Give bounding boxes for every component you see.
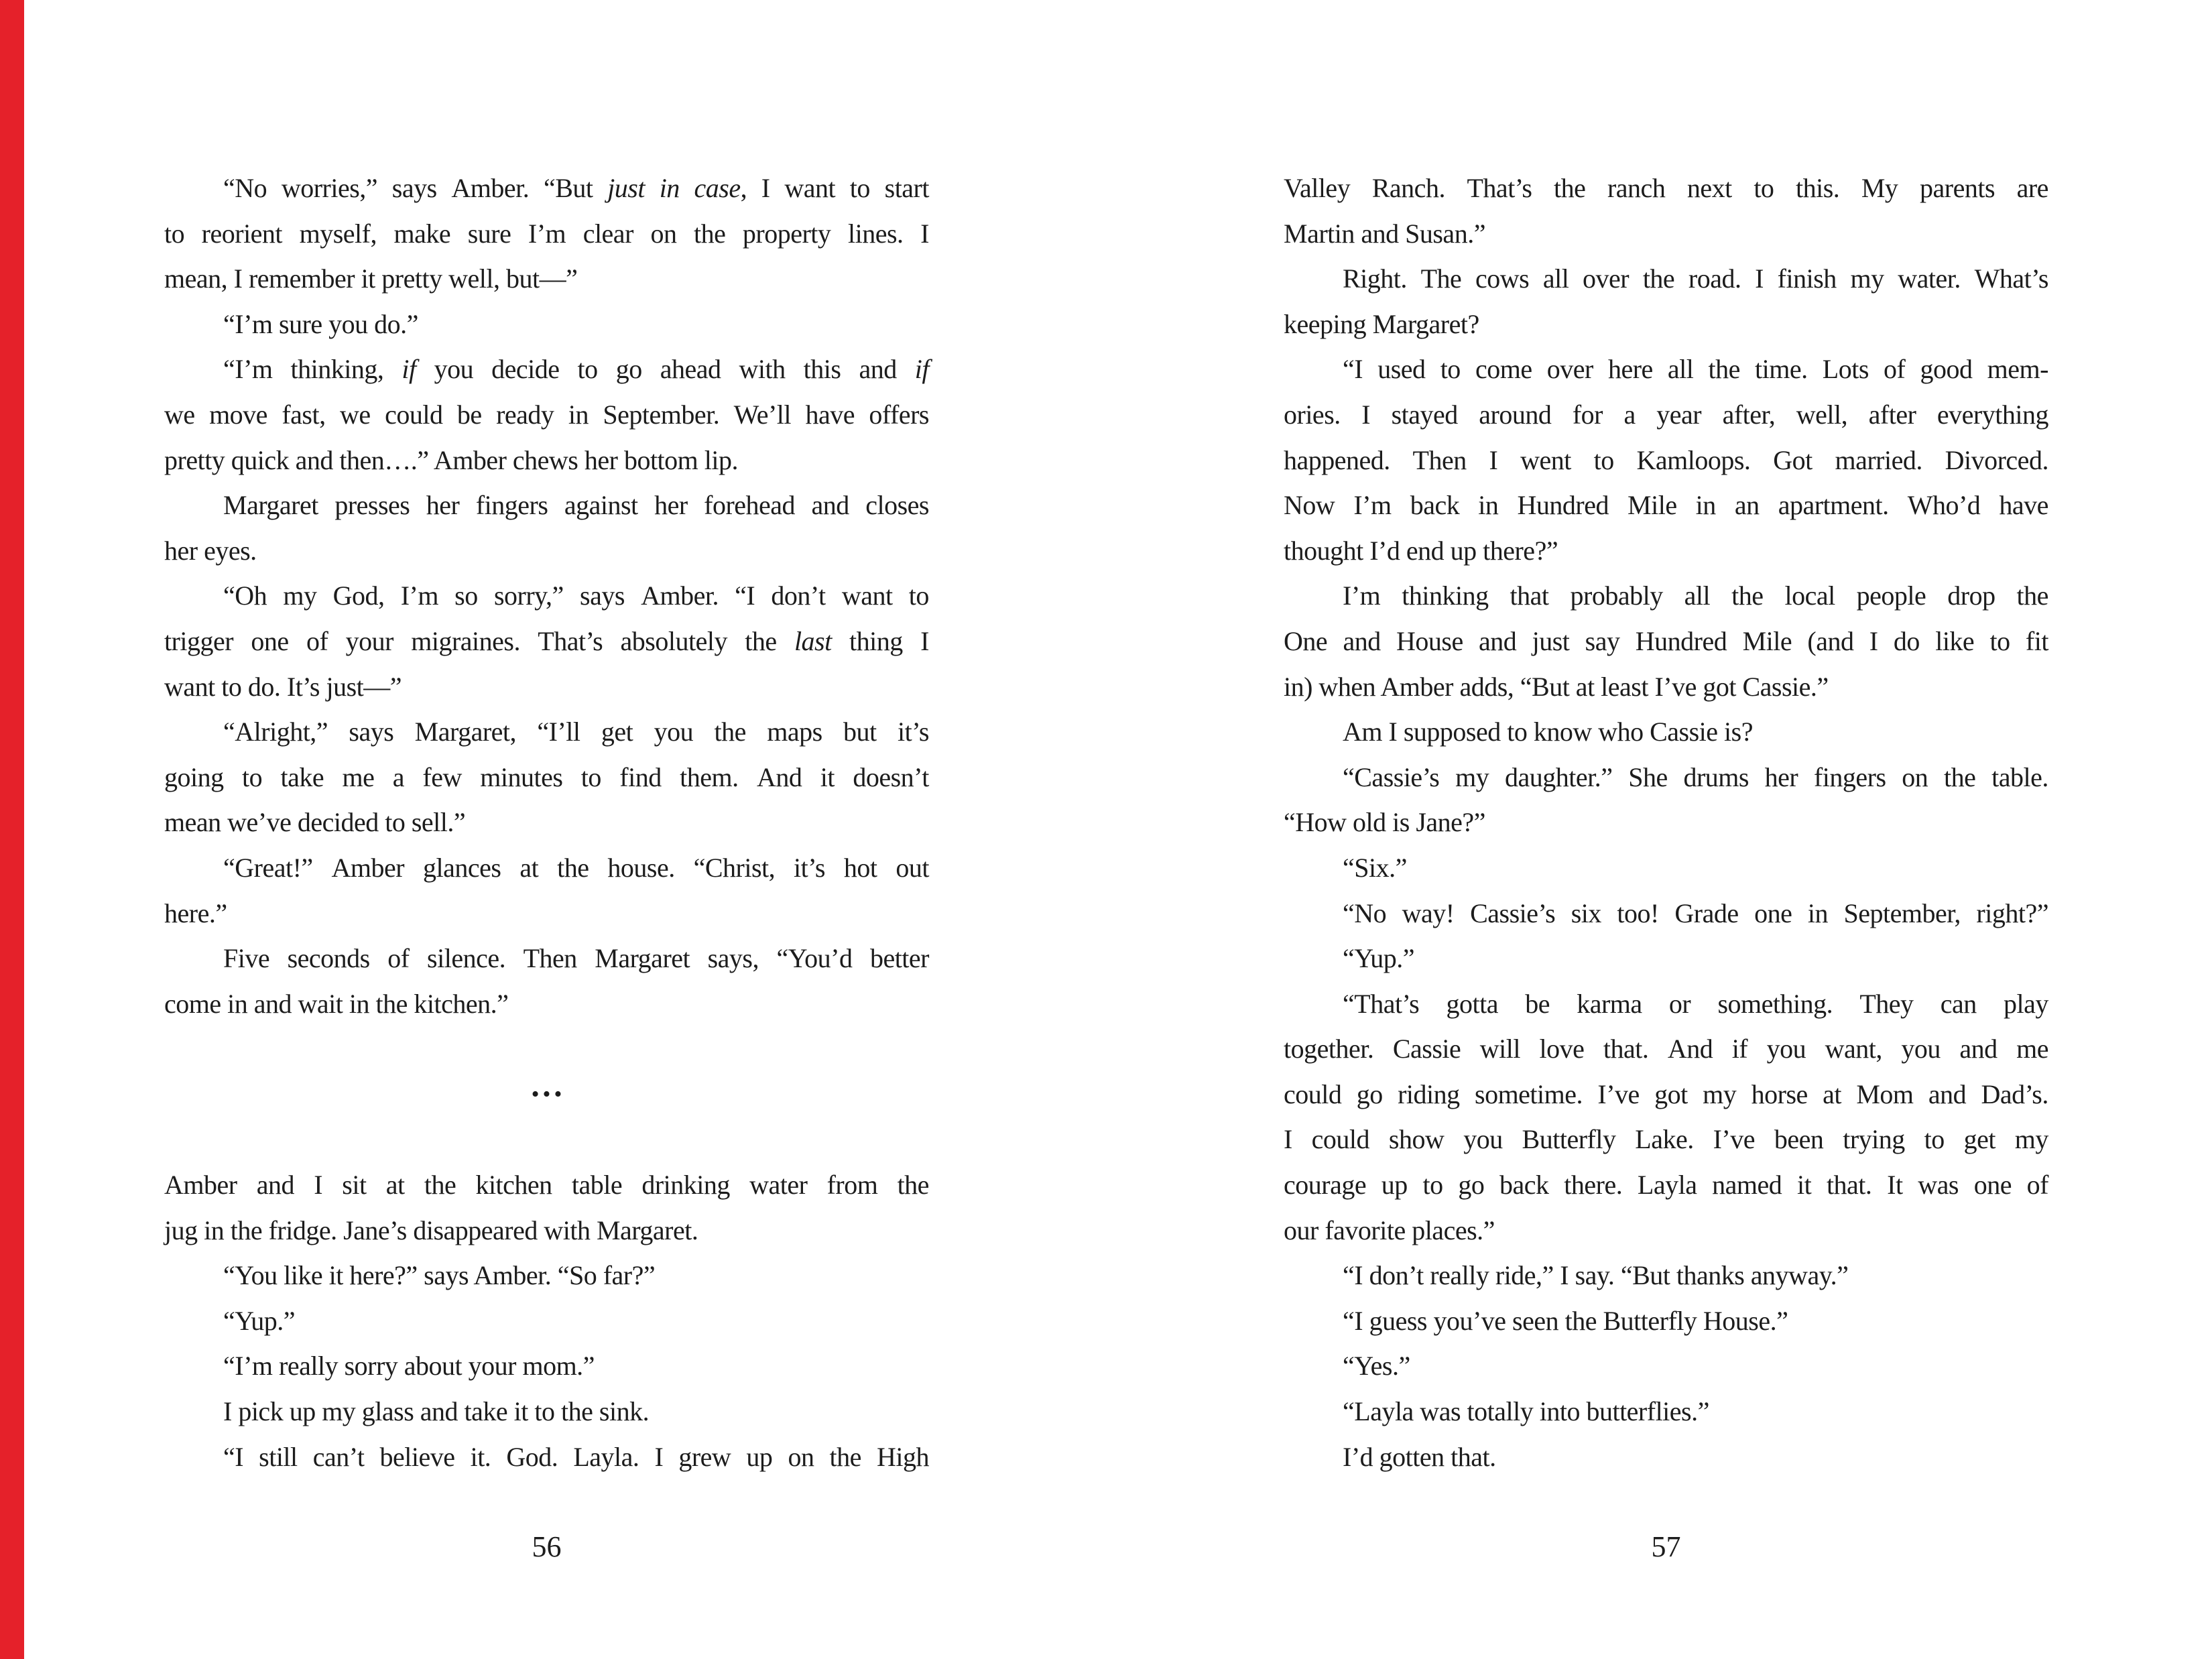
text-line: keeping Margaret? xyxy=(1284,308,1479,339)
text-line: here.” xyxy=(164,898,227,928)
text-line: “Cassie’s my daughter.” She drums her fingers on the table. xyxy=(1343,761,2048,792)
text-line: want to do. It’s just—” xyxy=(164,671,402,702)
text-line: “You like it here?” says Amber. “So far?” xyxy=(223,1260,656,1291)
paragraph xyxy=(164,1162,929,1253)
text-line: “I’m sure you do.” xyxy=(223,308,418,339)
paragraph xyxy=(1284,845,2048,891)
text-line: “No way! Cassie’s six too! Grade one in September, right?” xyxy=(1343,898,2048,928)
text-line: ories. I stayed around for a year after, well, after everything xyxy=(1284,399,2048,430)
text-line: Am I supposed to know who Cassie is? xyxy=(1343,717,1753,747)
paragraph xyxy=(164,936,929,1026)
text-line: thought I’d end up there?” xyxy=(1284,535,1558,566)
text-column-right xyxy=(1284,166,2048,1563)
text-line: in) when Amber adds, “But at least I’ve got Cassie.” xyxy=(1284,671,1829,702)
text-line: we move fast, we could be ready in September. We’ll have offers xyxy=(164,399,929,430)
paragraph xyxy=(1284,1434,2048,1480)
text-line: Margaret presses her fingers against her forehead and closes xyxy=(223,490,929,521)
text-line: mean we’ve decided to sell.” xyxy=(164,807,466,838)
paragraph xyxy=(164,1434,929,1480)
text-line: Martin and Susan.” xyxy=(1284,218,1485,249)
page-number-right: 57 xyxy=(1651,1530,1681,1563)
paragraph xyxy=(1284,1389,2048,1434)
paragraph xyxy=(164,573,929,709)
text-line: “How old is Jane?” xyxy=(1284,807,1485,838)
paragraph xyxy=(164,302,929,347)
text-line: “I’m really sorry about your mom.” xyxy=(223,1351,595,1381)
text-line: could go riding sometime. I’ve got my horse at Mom and Dad’s. xyxy=(1284,1079,2048,1109)
text-line: Right. The cows all over the road. I finish my water. What’s xyxy=(1343,263,2048,294)
text-line: “I don’t really ride,” I say. “But thanks anyway.” xyxy=(1343,1260,1849,1291)
paragraph xyxy=(164,166,929,302)
text-line: come in and wait in the kitchen.” xyxy=(164,988,509,1019)
section-separator-dots: ••• xyxy=(531,1081,566,1107)
paragraph xyxy=(1284,166,2048,256)
paragraph xyxy=(1284,256,2048,347)
text-line: Five seconds of silence. Then Margaret says, “You’d better xyxy=(223,943,929,974)
paragraph xyxy=(1284,891,2048,936)
paragraph xyxy=(1284,755,2048,845)
paragraph xyxy=(164,1343,929,1389)
text-line: going to take me a few minutes to find them. And it doesn’t xyxy=(164,761,929,792)
text-line: trigger one of your migraines. That’s absolutely the last thing I xyxy=(164,625,929,656)
paragraph xyxy=(1284,1253,2048,1298)
text-line: “Yup.” xyxy=(1343,943,1414,974)
text-line: Valley Ranch. That’s the ranch next to this. My parents are xyxy=(1284,173,2048,203)
text-line: “Yes.” xyxy=(1343,1351,1410,1381)
text-line: jug in the fridge. Jane’s disappeared with Margaret. xyxy=(164,1215,698,1245)
text-line: “I used to come over here all the time. Lots of good mem- xyxy=(1343,354,2048,385)
paragraph xyxy=(164,1389,929,1434)
text-line: mean, I remember it pretty well, but—” xyxy=(164,263,578,294)
text-line: to reorient myself, make sure I’m clear on the property lines. I xyxy=(164,218,929,249)
text-line: “I guess you’ve seen the Butterfly House.” xyxy=(1343,1305,1788,1336)
text-line: “Alright,” says Margaret, “I’ll get you the maps but it’s xyxy=(223,717,929,747)
text-line: “That’s gotta be karma or something. They can play xyxy=(1343,988,2048,1019)
text-line: One and House and just say Hundred Mile (and I do like to fit xyxy=(1284,625,2048,656)
text-line: I pick up my glass and take it to the sink. xyxy=(223,1396,650,1427)
paragraph xyxy=(164,1298,929,1344)
text-line: happened. Then I went to Kamloops. Got married. Divorced. xyxy=(1284,444,2048,475)
text-line: “Six.” xyxy=(1343,852,1407,883)
paragraph xyxy=(1284,709,2048,755)
page-number-left: 56 xyxy=(532,1530,562,1563)
text-line: her eyes. xyxy=(164,535,257,566)
text-line: Now I’m back in Hundred Mile in an apartment. Who’d have xyxy=(1284,490,2048,521)
text-line: Amber and I sit at the kitchen table drinking water from the xyxy=(164,1170,929,1201)
text-line: “No worries,” says Amber. “But just in case, I want to start xyxy=(223,173,929,203)
text-line: “Layla was totally into butterflies.” xyxy=(1343,1396,1709,1427)
paragraph xyxy=(164,347,929,483)
paragraph xyxy=(164,709,929,845)
page-right xyxy=(1106,0,2212,1659)
text-line: together. Cassie will love that. And if you want, you and me xyxy=(1284,1034,2048,1064)
paragraph xyxy=(1284,347,2048,573)
paragraph xyxy=(1284,1298,2048,1344)
paragraph xyxy=(1284,573,2048,709)
text-line: “Yup.” xyxy=(223,1305,295,1336)
text-line: “Great!” Amber glances at the house. “Christ, it’s hot out xyxy=(223,852,929,883)
text-column-left xyxy=(164,166,929,1563)
paragraph xyxy=(1284,981,2048,1253)
paragraph xyxy=(164,1253,929,1298)
text-line: our favorite places.” xyxy=(1284,1215,1495,1245)
text-line: pretty quick and then….” Amber chews her bottom lip. xyxy=(164,444,739,475)
text-line: I could show you Butterfly Lake. I’ve been trying to get my xyxy=(1284,1124,2048,1155)
paragraph xyxy=(164,845,929,936)
text-line: “I still can’t believe it. God. Layla. I grew up on the High xyxy=(223,1441,929,1472)
paragraph xyxy=(1284,936,2048,981)
paragraph xyxy=(1284,1343,2048,1389)
paragraph xyxy=(164,483,929,573)
text-line: courage up to go back there. Layla named it that. It was one of xyxy=(1284,1170,2048,1201)
text-line: I’d gotten that. xyxy=(1343,1441,1496,1472)
text-line: I’m thinking that probably all the local people drop the xyxy=(1343,580,2048,611)
text-line: “I’m thinking, if you decide to go ahead with this and if xyxy=(223,354,929,385)
text-line: “Oh my God, I’m so sorry,” says Amber. “I don’t want to xyxy=(223,580,929,611)
